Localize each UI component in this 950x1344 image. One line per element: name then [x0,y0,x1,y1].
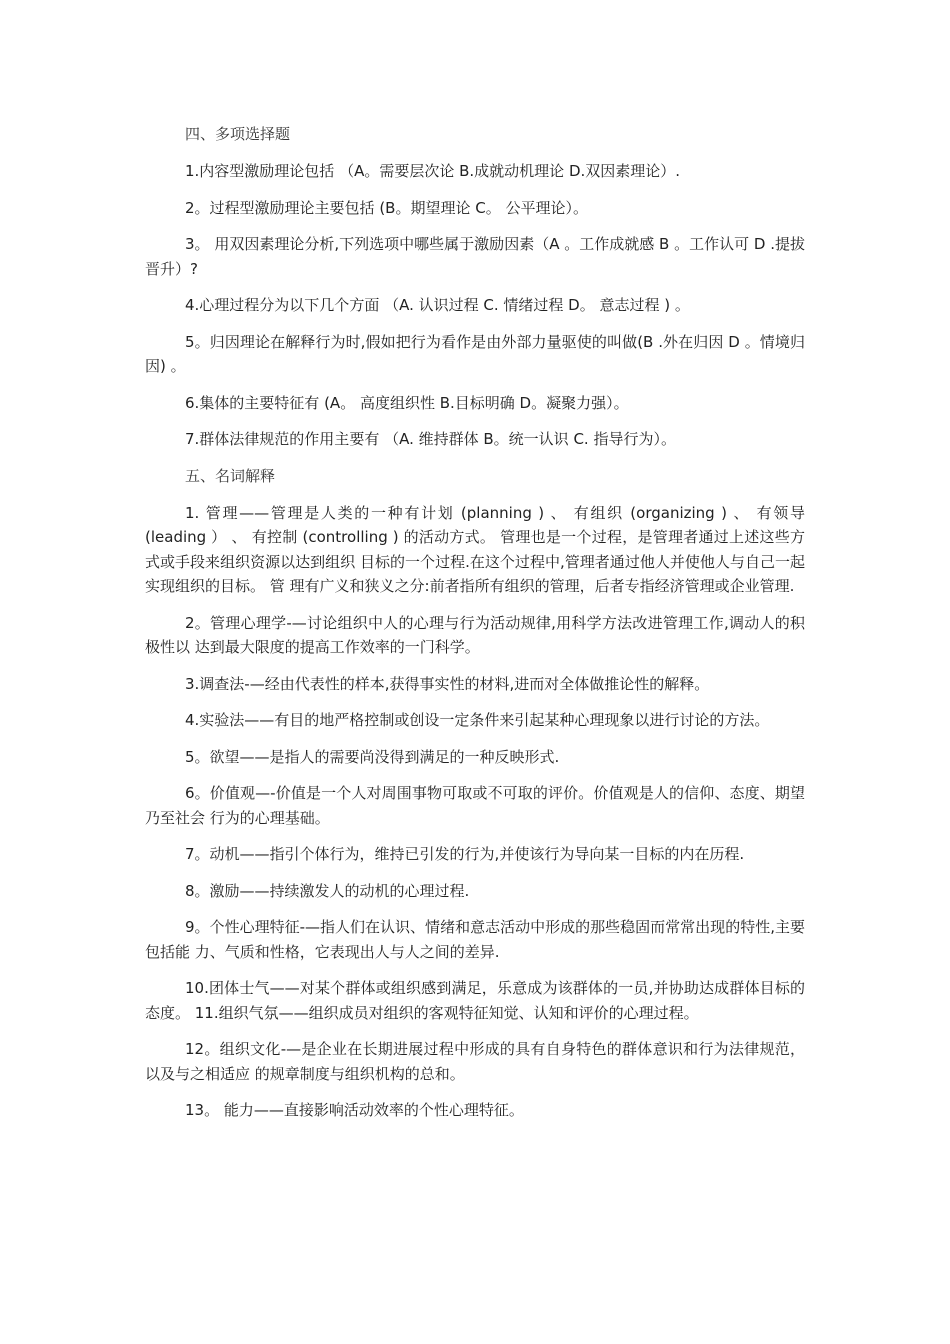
multiple-choice-item: 1.内容型激励理论包括 （A。需要层次论 B.成就动机理论 D.双因素理论）. [185,162,681,180]
definition-item: 3.调查法-—经由代表性的样本,获得事实性的材料,进而对全体做推论性的解释。 [185,674,710,693]
definition-item: 6。价值观—-价值是一个人对周围事物可取或不可取的评价。价值观是人的信仰、态度、期望乃至社会 行为的心理基础。 [145,784,805,827]
definition-item: 9。个性心理特征-—指人们在认识、情绪和意志活动中形成的那些稳固而常常出现的特性,主要包括能 力、气质和性格，它表现出人与人之间的差异. [145,918,805,961]
multiple-choice-item: 2。过程型激励理论主要包括 (B。期望理论 C。 公平理论）。 [185,198,588,217]
definition-item: 5。欲望——是指人的需要尚没得到满足的一种反映形式. [185,747,560,766]
multiple-choice-item: 6.集体的主要特征有 (A。 高度组织性 B.目标明确 D。凝聚力强）。 [185,393,629,412]
definition-item: 1. 管理——管理是人类的一种有计划 (planning ) 、 有组织 (organizing ) 、 有领导 (leading ） 、 有控制 (controlling ) 的活动方式。 管理也是一个过程，是管理者通过上述这些方式或手段来组织资源以达到组织 目标的一个过程.在这个过程中,管理者通过他人并使他人与自己一起实现组织的目标。 管 理有广义和狭义之分:前者指所有组织的管理，后者专指经济管理或企业管理. [145,503,805,595]
multiple-choice-item: 5。归因理论在解释行为时,假如把行为看作是由外部力量驱使的叫做(B .外在归因 D 。情境归因) 。 [145,332,805,375]
definition-item: 2。管理心理学-—讨论组织中人的心理与行为活动规律,用科学方法改进管理工作,调动人的积极性以 达到最大限度的提高工作效率的一门科学。 [145,613,805,656]
multiple-choice-item: 4.心理过程分为以下几个方面 （A. 认识过程 C. 情绪过程 D。 意志过程 ) 。 [185,296,690,314]
section-heading-term-definitions: 五、名词解释 [185,466,276,485]
document-body [145,122,805,1135]
section-heading-multiple-choice: 四、多项选择题 [185,125,291,143]
definition-item: 10.团体士气——对某个群体或组织感到满足，乐意成为该群体的一员,并协助达成群体目标的态度。 11.组织气氛——组织成员对组织的客观特征知觉、认知和评价的心理过程。 [145,979,805,1022]
definition-item: 4.实验法——有目的地严格控制或创设一定条件来引起某种心理现象以进行讨论的方法。 [185,711,770,729]
definition-item: 12。组织文化-—是企业在长期进展过程中形成的具有自身特色的群体意识和行为法律规范，以及与之相适应 的规章制度与组织机构的总和。 [145,1040,805,1083]
definition-item: 8。激励——持续激发人的动机的心理过程. [185,881,470,900]
multiple-choice-item: 3。 用双因素理论分析,下列选项中哪些属于激励因素（A 。工作成就感 B 。工作认可 D .提拔晋升）? [145,235,805,278]
definition-item: 13。 能力——直接影响活动效率的个性心理特征。 [185,1101,524,1119]
definition-item: 7。动机——指引个体行为，维持已引发的行为,并使该行为导向某一目标的内在历程. [185,845,745,863]
multiple-choice-item: 7.群体法律规范的作用主要有 （A. 维持群体 B。统一认识 C. 指导行为）。 [185,430,676,448]
